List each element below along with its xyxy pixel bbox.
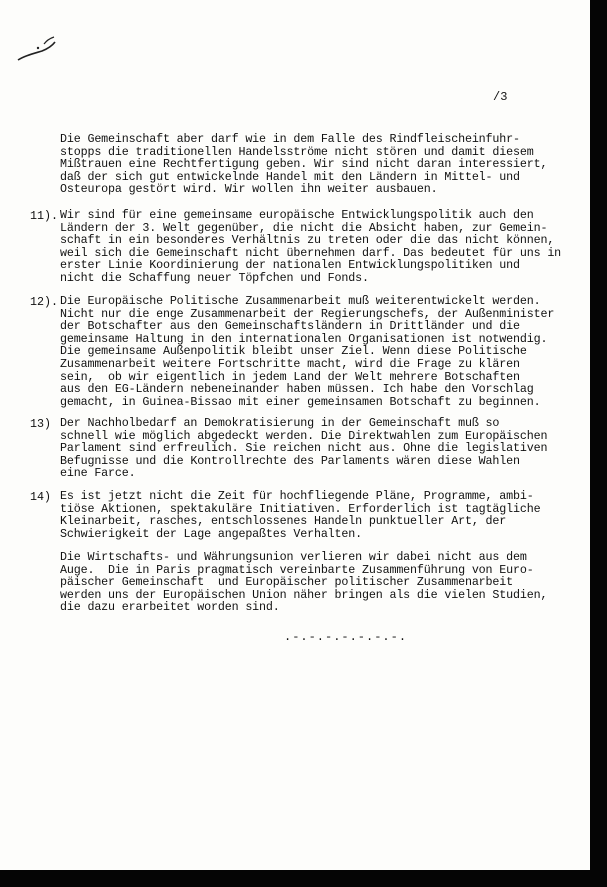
point-11-paragraph (60, 209, 561, 285)
text-line: Der Nachholbedarf an Demokratisierung in der Gemeinschaft muß so (60, 416, 500, 430)
text-line: Die Europäische Politische Zusammenarbeit muß weiterentwickelt werden. (60, 294, 541, 308)
scan-edge-right (590, 0, 607, 887)
text-line: Osteuropa gestört wird. Wir wollen ihn weiter ausbauen. (60, 182, 438, 197)
text-line: eine Farce. (60, 466, 136, 481)
text-line: schnell wie möglich abgedeckt werden. Die Direktwahlen zum Europäischen (60, 428, 548, 443)
intro-paragraph (60, 133, 547, 196)
text-line: Wir sind für eine gemeinsame europäische Entwicklungspolitik auch den (60, 208, 534, 222)
text-line: stopps die traditionellen Handelsströme nicht stören und damit diesem (60, 144, 534, 159)
text-line: Parlament sind erfreulich. Sie reichen nicht aus. Ohne die legislativen (60, 441, 548, 456)
text-line: weil sich die Gemeinschaft nicht übernehmen darf. Das bedeutet für uns in (60, 245, 562, 260)
text-line: Ländern der 3. Welt gegenüber, die nicht die Absicht haben, zur Gemein- (60, 220, 548, 235)
text-line: Es ist jetzt nicht die Zeit für hochfliegende Pläne, Programme, ambi- (60, 489, 534, 503)
text-line: erster Linie Koordinierung der nationalen Entwicklungspolitiken und (60, 258, 520, 273)
text-line: die dazu erarbeitet worden sind. (60, 600, 280, 615)
text-line: gemeinsame Haltung in den internationalen Organisationen ist notwendig. (60, 331, 548, 346)
text-line: sein, ob wir eigentlich in jedem Land der Welt mehrere Botschaften (60, 369, 520, 384)
text-line: Befugnisse und die Kontrollrechte des Parlaments wären diese Wahlen (60, 453, 520, 468)
final-paragraph (60, 551, 547, 614)
point-number: 12). (30, 295, 59, 309)
text-line: nicht die Schaffung neuer Töpfchen und Fonds. (60, 270, 369, 285)
point-13-paragraph (60, 417, 547, 480)
closing-separator: .-.-.-.-.-.-.-. (284, 630, 408, 644)
text-line: Schwierigkeit der Lage angepaßtes Verhalten. (60, 526, 363, 541)
text-line: Die Gemeinschaft aber darf wie in dem Falle des Rindfleischeinfuhr- (60, 132, 520, 146)
text-line: Die Wirtschafts- und Währungsunion verlieren wir dabei nicht aus dem (60, 550, 527, 564)
text-line: Auge. Die in Paris pragmatisch vereinbarte Zusammenführung von Euro- (60, 562, 534, 577)
point-14-paragraph (60, 490, 540, 540)
page-number: /3 (493, 90, 508, 104)
text-line: Mißtrauen eine Rechtfertigung geben. Wir sind nicht daran interessiert, (60, 157, 548, 172)
text-line: Nicht nur die enge Zusammenarbeit der Regierungschefs, der Außenminister (60, 306, 555, 321)
text-line: tiöse Aktionen, spektakuläre Initiativen. Erforderlich ist tagtägliche (60, 501, 541, 516)
point-number: 14) (30, 490, 52, 504)
handwritten-mark-icon (14, 34, 58, 64)
text-line: Die gemeinsame Außenpolitik bleibt unser Ziel. Wenn diese Politische (60, 344, 527, 359)
text-line: der Botschafter aus den Gemeinschaftsländern in Drittländer und die (60, 319, 520, 334)
point-number: 11). (30, 209, 59, 223)
text-line: gemacht, in Guinea-Bissao mit einer gemeinsamen Botschaft zu beginnen. (60, 394, 541, 409)
point-number: 13) (30, 417, 52, 431)
text-line: Zusammenarbeit weitere Fortschritte macht, wird die Frage zu klären (60, 356, 520, 371)
scan-edge-bottom (0, 870, 607, 887)
text-line: Kleinarbeit, rasches, entschlossenes Handeln punktueller Art, der (60, 514, 507, 529)
text-line: schaft in ein besonderes Verhältnis zu treten oder die das nicht können, (60, 233, 555, 248)
text-line: päischer Gemeinschaft und Europäischer politischer Zusammenarbeit (60, 575, 514, 590)
point-12-paragraph (60, 295, 554, 408)
text-line: aus den EG-Ländern nebeneinander haben müssen. Ich habe den Vorschlag (60, 382, 534, 397)
text-line: werden uns der Europäischen Union näher bringen als die vielen Studien, (60, 587, 548, 602)
text-line: daß der sich gut entwickelnde Handel mit den Ländern in Mittel- und (60, 169, 520, 184)
